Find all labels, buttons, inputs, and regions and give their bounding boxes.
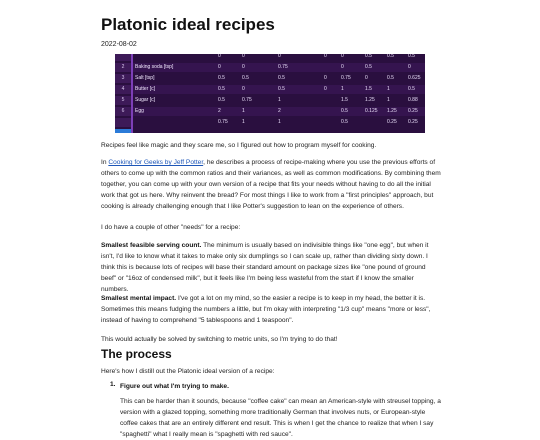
- value-cell: 0.125: [365, 108, 378, 114]
- value-cell: 0.75: [218, 119, 228, 125]
- value-cell: 1: [278, 119, 281, 125]
- metric-units-paragraph: This would actually be solved by switching to metric units, so I'm trying to do that!: [101, 336, 338, 343]
- value-cell: 0: [242, 86, 245, 92]
- row-number: [115, 54, 131, 61]
- value-cell: 0.25: [387, 119, 397, 125]
- value-cell: 0: [324, 54, 327, 59]
- value-cell: 1: [242, 108, 245, 114]
- value-cell: 0.5: [278, 75, 285, 81]
- value-cell: 1: [387, 97, 390, 103]
- intro-paragraph: Recipes feel like magic and they scare me, so I figured out how to program myself for cooking.: [101, 142, 377, 149]
- value-cell: 0: [324, 75, 327, 81]
- value-cell: 0.25: [408, 108, 418, 114]
- mental-impact-paragraph: [101, 293, 441, 326]
- step-number: 1.: [110, 381, 116, 388]
- paragraph-cooking-for-geeks: [101, 157, 441, 212]
- step-title: [120, 381, 441, 392]
- value-cell: 0.5: [341, 119, 348, 125]
- row-number: [115, 118, 131, 127]
- needs-paragraph: I do have a couple of other "needs" for a recipe:: [101, 224, 241, 231]
- step-description: This can be harder than it sounds, because "coffee cake" can mean an American-style with streusel topping, a version with a glazed topping, something more traditionally German that involves nuts, or European-style coffee cakes that are an entirely different end result. This is when I get the chance to realize that when I say "spaghetti" what I really mean is "spaghetti with red sauce".: [120, 398, 441, 438]
- ingredient-cell: Egg: [135, 108, 144, 114]
- spreadsheet-row: [115, 107, 425, 116]
- value-cell: 1: [242, 119, 245, 125]
- value-cell: 0.625: [408, 75, 421, 81]
- spreadsheet-row: [115, 63, 425, 72]
- row-number: 3: [115, 74, 131, 83]
- section-heading-process: The process: [101, 347, 172, 361]
- value-cell: 0.5: [387, 54, 394, 59]
- value-cell: 0.5: [408, 54, 415, 59]
- value-cell: 0.75: [341, 75, 351, 81]
- value-cell: 1.25: [365, 97, 375, 103]
- mental-impact-text: I've got a lot on my mind, so the easier a recipe is to keep in my head, the better it is. Sometimes this means fudging the numbers a little, but I'm okay with interpreting "1/3 cup" means "more or less", instead of having to comprehend "5 tablespoons and 1 teaspoon".: [101, 295, 431, 324]
- value-cell: 0.5: [218, 97, 225, 103]
- value-cell: 0.5: [242, 75, 249, 81]
- cooking-for-geeks-link[interactable]: Cooking for Geeks by Jeff Potter: [108, 159, 204, 166]
- spreadsheet-row: [115, 118, 425, 127]
- value-cell: 0.25: [408, 119, 418, 125]
- value-cell: 0.5: [365, 54, 372, 59]
- value-cell: 0.75: [278, 64, 288, 70]
- value-cell: 0.5: [278, 86, 285, 92]
- ingredient-cell: Butter [c]: [135, 86, 156, 92]
- value-cell: 1: [341, 86, 344, 92]
- value-cell: 2: [218, 108, 221, 114]
- row-number: 5: [115, 96, 131, 105]
- column-selection-bar: [131, 54, 133, 133]
- value-cell: 0.5: [218, 86, 225, 92]
- row-number: 2: [115, 63, 131, 72]
- spreadsheet-row: [115, 54, 425, 61]
- step-title-text: Figure out what I'm trying to make.: [120, 383, 229, 390]
- row-selection-indicator: [115, 129, 131, 133]
- serving-count-paragraph: [101, 240, 441, 295]
- value-cell: 0: [341, 64, 344, 70]
- value-cell: 1: [278, 97, 281, 103]
- serving-count-text: The minimum is usually based on indivisible things like "one egg", but when it isn't, I'd like to know what it takes to make only six dumplings so I can scale up, rather than dividing sixty down. I think this is because lots of recipes will base their standard amount on package sizes like "one pound of ground beef" or "16oz of condensed milk", but it feels like I'm being less wasteful from the start if I know the smaller numbers.: [101, 242, 429, 293]
- mental-impact-heading: Smallest mental impact.: [101, 295, 177, 302]
- paragraph-text-after: , he describes a process of recipe-making where you use the previous efforts of others to come up with the common ratios and their variances, as well as common modifications. By combining them together, you can come up with your own version of a recipe that fits your needs without having to do all the initial work that got us here. Why reinvent the bread? For most things I like to work from a "first principles" approach, but cooking is already challenging enough that I like Potter's suggestion to lean on the experience of others.: [101, 159, 441, 210]
- value-cell: 0.5: [218, 75, 225, 81]
- recipe-spreadsheet-image: [115, 54, 425, 133]
- process-lead-paragraph: Here's how I distill out the Platonic ideal version of a recipe:: [101, 368, 275, 375]
- serving-count-heading: Smallest feasible serving count.: [101, 242, 202, 249]
- value-cell: 0.88: [408, 97, 418, 103]
- spreadsheet-row: [115, 85, 425, 94]
- value-cell: 1.5: [341, 97, 348, 103]
- value-cell: 0: [242, 64, 245, 70]
- value-cell: 0: [218, 54, 221, 59]
- value-cell: 1.25: [387, 108, 397, 114]
- value-cell: 0: [408, 64, 411, 70]
- value-cell: 2: [278, 108, 281, 114]
- value-cell: 0: [324, 86, 327, 92]
- value-cell: 1.5: [365, 86, 372, 92]
- value-cell: 0: [242, 54, 245, 59]
- row-number: 4: [115, 85, 131, 94]
- value-cell: 0: [365, 75, 368, 81]
- value-cell: 1: [387, 86, 390, 92]
- post-title: Platonic ideal recipes: [101, 15, 275, 34]
- value-cell: 0: [278, 54, 281, 59]
- ingredient-cell: Baking soda [tsp]: [135, 64, 174, 70]
- value-cell: 0: [218, 64, 221, 70]
- value-cell: 0.5: [341, 108, 348, 114]
- value-cell: 0: [341, 54, 344, 59]
- spreadsheet-row: [115, 74, 425, 83]
- value-cell: 0.5: [387, 75, 394, 81]
- value-cell: 0.5: [408, 86, 415, 92]
- ingredient-cell: Salt [tsp]: [135, 75, 155, 81]
- row-number: 6: [115, 107, 131, 116]
- value-cell: 0.75: [242, 97, 252, 103]
- value-cell: 0.5: [365, 64, 372, 70]
- post-date: 2022-08-02: [101, 41, 137, 48]
- paragraph-text-before: In: [101, 159, 109, 166]
- ingredient-cell: Sugar [c]: [135, 97, 156, 103]
- spreadsheet-row: [115, 96, 425, 105]
